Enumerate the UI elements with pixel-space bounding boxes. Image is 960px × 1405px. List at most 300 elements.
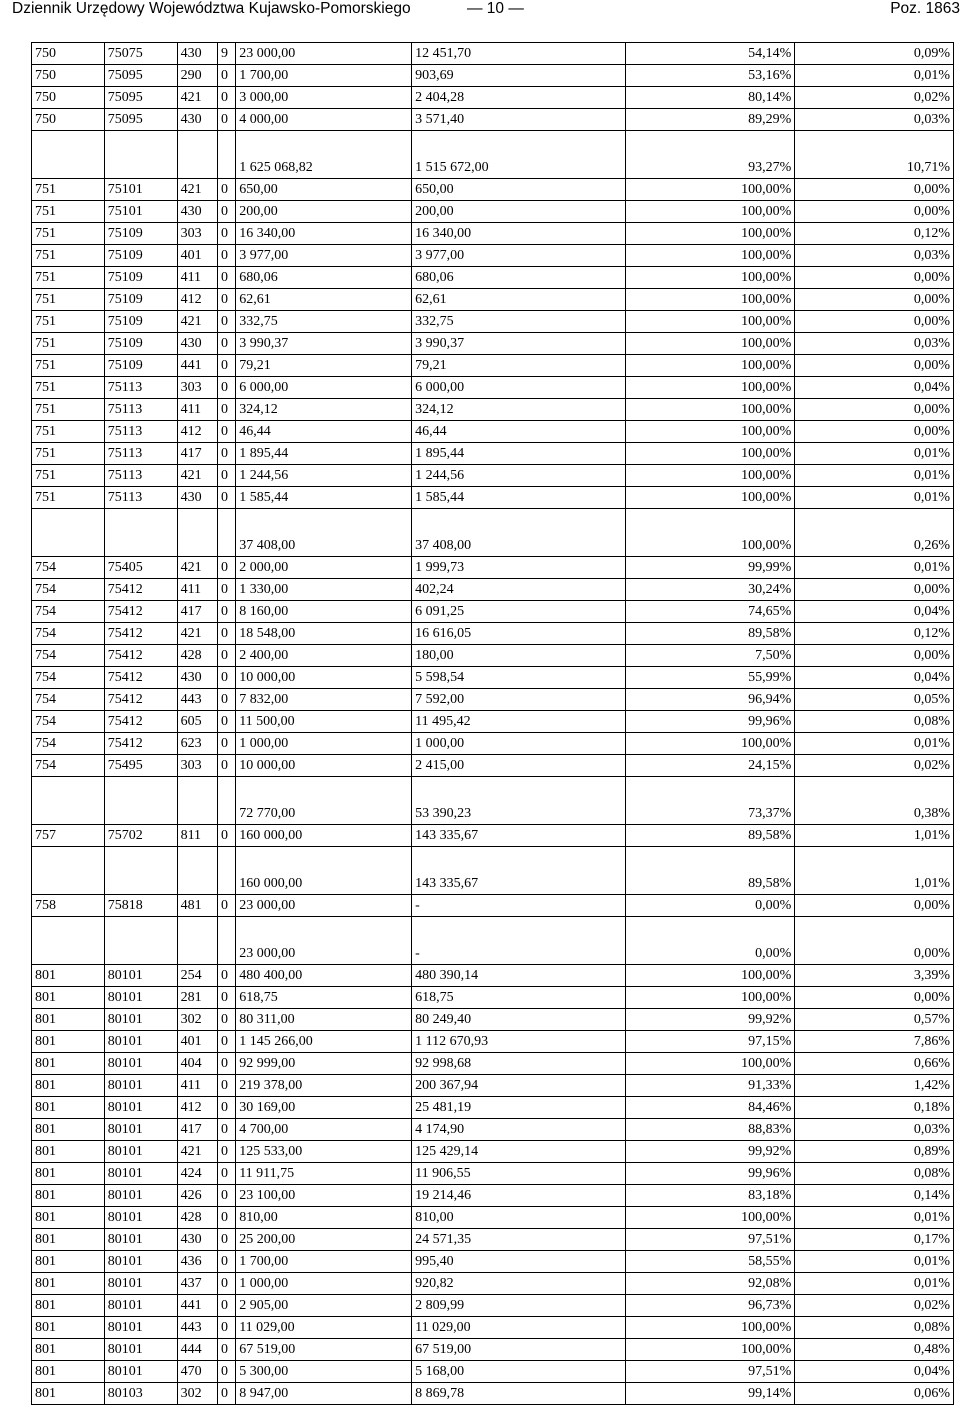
code-cell: 0: [218, 1273, 236, 1295]
table-row: [32, 201, 954, 223]
execution-percent-cell: 74,65%: [626, 601, 795, 623]
rozdzial-cell: 80101: [104, 987, 177, 1009]
execution-percent-cell: 100,00%: [626, 987, 795, 1009]
execution-amount-cell: 143 335,67: [412, 847, 626, 895]
paragraf-cell: 412: [177, 289, 217, 311]
subtotal-row: [32, 509, 954, 557]
execution-amount-cell: 3 977,00: [412, 245, 626, 267]
paragraf-cell: 430: [177, 333, 217, 355]
table-row: [32, 623, 954, 645]
dzial-cell: [32, 847, 105, 895]
dzial-cell: 801: [32, 1207, 105, 1229]
plan-amount-cell: 618,75: [236, 987, 412, 1009]
dzial-cell: 754: [32, 557, 105, 579]
execution-percent-cell: 80,14%: [626, 87, 795, 109]
rozdzial-cell: 75412: [104, 711, 177, 733]
paragraf-cell: 417: [177, 601, 217, 623]
rozdzial-cell: 75412: [104, 689, 177, 711]
execution-percent-cell: 96,73%: [626, 1295, 795, 1317]
structure-percent-cell: 0,66%: [795, 1053, 954, 1075]
table-row: [32, 755, 954, 777]
plan-amount-cell: 11 500,00: [236, 711, 412, 733]
table-row: [32, 987, 954, 1009]
rozdzial-cell: 80101: [104, 1273, 177, 1295]
dzial-cell: 751: [32, 421, 105, 443]
rozdzial-cell: 75412: [104, 733, 177, 755]
execution-percent-cell: 30,24%: [626, 579, 795, 601]
dzial-cell: 751: [32, 223, 105, 245]
rozdzial-cell: 80101: [104, 1163, 177, 1185]
plan-amount-cell: 650,00: [236, 179, 412, 201]
dzial-cell: 754: [32, 579, 105, 601]
plan-amount-cell: 219 378,00: [236, 1075, 412, 1097]
rozdzial-cell: 75405: [104, 557, 177, 579]
paragraf-cell: 428: [177, 1207, 217, 1229]
execution-percent-cell: 88,83%: [626, 1119, 795, 1141]
structure-percent-cell: 0,38%: [795, 777, 954, 825]
page-number: — 10 —: [467, 0, 524, 17]
table-row: [32, 399, 954, 421]
paragraf-cell: 303: [177, 377, 217, 399]
code-cell: 0: [218, 733, 236, 755]
dzial-cell: 750: [32, 109, 105, 131]
structure-percent-cell: 0,05%: [795, 689, 954, 711]
plan-amount-cell: 200,00: [236, 201, 412, 223]
page-header: [12, 0, 960, 24]
plan-amount-cell: 2 905,00: [236, 1295, 412, 1317]
table-row: [32, 487, 954, 509]
execution-amount-cell: 19 214,46: [412, 1185, 626, 1207]
plan-amount-cell: 480 400,00: [236, 965, 412, 987]
rozdzial-cell: 75095: [104, 65, 177, 87]
dzial-cell: 801: [32, 1053, 105, 1075]
paragraf-cell: [177, 777, 217, 825]
rozdzial-cell: 75412: [104, 579, 177, 601]
rozdzial-cell: 80101: [104, 1031, 177, 1053]
dzial-cell: 757: [32, 825, 105, 847]
execution-amount-cell: 3 990,37: [412, 333, 626, 355]
plan-amount-cell: 79,21: [236, 355, 412, 377]
table-row: [32, 895, 954, 917]
code-cell: 0: [218, 1097, 236, 1119]
paragraf-cell: 430: [177, 667, 217, 689]
execution-percent-cell: 92,08%: [626, 1273, 795, 1295]
paragraf-cell: 412: [177, 1097, 217, 1119]
plan-amount-cell: 23 100,00: [236, 1185, 412, 1207]
rozdzial-cell: 80101: [104, 1207, 177, 1229]
execution-amount-cell: 2 415,00: [412, 755, 626, 777]
structure-percent-cell: 0,09%: [795, 43, 954, 65]
table-row: [32, 333, 954, 355]
execution-amount-cell: 650,00: [412, 179, 626, 201]
code-cell: 0: [218, 1339, 236, 1361]
execution-amount-cell: 11 906,55: [412, 1163, 626, 1185]
dzial-cell: 801: [32, 1273, 105, 1295]
execution-amount-cell: -: [412, 917, 626, 965]
rozdzial-cell: 80101: [104, 1075, 177, 1097]
execution-amount-cell: 11 029,00: [412, 1317, 626, 1339]
structure-percent-cell: 0,18%: [795, 1097, 954, 1119]
dzial-cell: 754: [32, 733, 105, 755]
paragraf-cell: 421: [177, 87, 217, 109]
execution-percent-cell: 89,29%: [626, 109, 795, 131]
execution-percent-cell: 91,33%: [626, 1075, 795, 1097]
rozdzial-cell: 75109: [104, 355, 177, 377]
table-row: [32, 1075, 954, 1097]
structure-percent-cell: 0,01%: [795, 443, 954, 465]
plan-amount-cell: 3 000,00: [236, 87, 412, 109]
plan-amount-cell: 3 977,00: [236, 245, 412, 267]
paragraf-cell: 436: [177, 1251, 217, 1273]
structure-percent-cell: 0,04%: [795, 601, 954, 623]
structure-percent-cell: 0,12%: [795, 223, 954, 245]
dzial-cell: 751: [32, 289, 105, 311]
paragraf-cell: 412: [177, 421, 217, 443]
execution-percent-cell: 58,55%: [626, 1251, 795, 1273]
dzial-cell: 801: [32, 965, 105, 987]
table-row: [32, 87, 954, 109]
dzial-cell: 751: [32, 377, 105, 399]
rozdzial-cell: 80101: [104, 1339, 177, 1361]
rozdzial-cell: 75412: [104, 623, 177, 645]
structure-percent-cell: 0,00%: [795, 311, 954, 333]
paragraf-cell: 254: [177, 965, 217, 987]
plan-amount-cell: 10 000,00: [236, 667, 412, 689]
table-row: [32, 689, 954, 711]
code-cell: 0: [218, 487, 236, 509]
execution-percent-cell: 99,92%: [626, 1141, 795, 1163]
table-row: [32, 1141, 954, 1163]
rozdzial-cell: 75113: [104, 377, 177, 399]
dzial-cell: 751: [32, 267, 105, 289]
execution-amount-cell: 8 869,78: [412, 1383, 626, 1405]
plan-amount-cell: 67 519,00: [236, 1339, 412, 1361]
code-cell: 0: [218, 399, 236, 421]
structure-percent-cell: 0,08%: [795, 711, 954, 733]
paragraf-cell: 470: [177, 1361, 217, 1383]
table-row: [32, 421, 954, 443]
paragraf-cell: 441: [177, 355, 217, 377]
structure-percent-cell: 0,02%: [795, 1295, 954, 1317]
structure-percent-cell: 0,00%: [795, 987, 954, 1009]
paragraf-cell: 426: [177, 1185, 217, 1207]
table-row: [32, 1317, 954, 1339]
paragraf-cell: 302: [177, 1383, 217, 1405]
plan-amount-cell: 7 832,00: [236, 689, 412, 711]
code-cell: 0: [218, 333, 236, 355]
structure-percent-cell: 0,01%: [795, 65, 954, 87]
paragraf-cell: 401: [177, 245, 217, 267]
plan-amount-cell: 8 947,00: [236, 1383, 412, 1405]
execution-percent-cell: 100,00%: [626, 245, 795, 267]
rozdzial-cell: 75113: [104, 487, 177, 509]
plan-amount-cell: 16 340,00: [236, 223, 412, 245]
rozdzial-cell: 75109: [104, 311, 177, 333]
plan-amount-cell: 2 400,00: [236, 645, 412, 667]
code-cell: 0: [218, 1053, 236, 1075]
execution-percent-cell: 99,14%: [626, 1383, 795, 1405]
plan-amount-cell: 4 000,00: [236, 109, 412, 131]
plan-amount-cell: 160 000,00: [236, 825, 412, 847]
dzial-cell: 801: [32, 1185, 105, 1207]
execution-percent-cell: 100,00%: [626, 965, 795, 987]
dzial-cell: 751: [32, 443, 105, 465]
plan-amount-cell: 160 000,00: [236, 847, 412, 895]
plan-amount-cell: 810,00: [236, 1207, 412, 1229]
execution-amount-cell: 16 340,00: [412, 223, 626, 245]
code-cell: 0: [218, 645, 236, 667]
code-cell: 0: [218, 179, 236, 201]
structure-percent-cell: 0,01%: [795, 1207, 954, 1229]
table-row: [32, 1361, 954, 1383]
execution-amount-cell: 125 429,14: [412, 1141, 626, 1163]
dzial-cell: 801: [32, 1251, 105, 1273]
paragraf-cell: 411: [177, 267, 217, 289]
code-cell: 0: [218, 711, 236, 733]
code-cell: 0: [218, 1163, 236, 1185]
table-row: [32, 1053, 954, 1075]
table-row: [32, 109, 954, 131]
paragraf-cell: 421: [177, 557, 217, 579]
dzial-cell: 801: [32, 1075, 105, 1097]
execution-percent-cell: 89,58%: [626, 825, 795, 847]
plan-amount-cell: 1 700,00: [236, 65, 412, 87]
execution-percent-cell: 99,96%: [626, 1163, 795, 1185]
plan-amount-cell: 1 000,00: [236, 1273, 412, 1295]
execution-percent-cell: 96,94%: [626, 689, 795, 711]
code-cell: 0: [218, 223, 236, 245]
rozdzial-cell: 75412: [104, 645, 177, 667]
rozdzial-cell: 80101: [104, 1053, 177, 1075]
rozdzial-cell: 75702: [104, 825, 177, 847]
paragraf-cell: 430: [177, 1229, 217, 1251]
execution-amount-cell: 79,21: [412, 355, 626, 377]
dzial-cell: 751: [32, 245, 105, 267]
paragraf-cell: 421: [177, 465, 217, 487]
paragraf-cell: 411: [177, 399, 217, 421]
plan-amount-cell: 10 000,00: [236, 755, 412, 777]
dzial-cell: 751: [32, 333, 105, 355]
table-row: [32, 1295, 954, 1317]
dzial-cell: 801: [32, 1009, 105, 1031]
paragraf-cell: 430: [177, 43, 217, 65]
dzial-cell: 801: [32, 1317, 105, 1339]
code-cell: 0: [218, 1295, 236, 1317]
paragraf-cell: 411: [177, 579, 217, 601]
table-row: [32, 645, 954, 667]
code-cell: 0: [218, 601, 236, 623]
execution-percent-cell: 100,00%: [626, 443, 795, 465]
structure-percent-cell: 0,12%: [795, 623, 954, 645]
plan-amount-cell: 5 300,00: [236, 1361, 412, 1383]
position-number: Poz. 1863: [890, 0, 960, 17]
plan-amount-cell: 37 408,00: [236, 509, 412, 557]
table-row: [32, 1009, 954, 1031]
structure-percent-cell: 0,01%: [795, 487, 954, 509]
execution-percent-cell: 100,00%: [626, 509, 795, 557]
code-cell: 0: [218, 965, 236, 987]
plan-amount-cell: 1 330,00: [236, 579, 412, 601]
structure-percent-cell: 0,08%: [795, 1317, 954, 1339]
table-row: [32, 465, 954, 487]
structure-percent-cell: 0,08%: [795, 1163, 954, 1185]
dzial-cell: 801: [32, 1119, 105, 1141]
paragraf-cell: [177, 509, 217, 557]
execution-percent-cell: 100,00%: [626, 465, 795, 487]
paragraf-cell: 303: [177, 755, 217, 777]
execution-amount-cell: 1 515 672,00: [412, 131, 626, 179]
rozdzial-cell: 80103: [104, 1383, 177, 1405]
plan-amount-cell: 46,44: [236, 421, 412, 443]
execution-amount-cell: 920,82: [412, 1273, 626, 1295]
execution-percent-cell: 73,37%: [626, 777, 795, 825]
table-row: [32, 43, 954, 65]
execution-amount-cell: 1 585,44: [412, 487, 626, 509]
rozdzial-cell: 75113: [104, 399, 177, 421]
dzial-cell: [32, 131, 105, 179]
code-cell: 0: [218, 755, 236, 777]
structure-percent-cell: 0,00%: [795, 579, 954, 601]
structure-percent-cell: 0,00%: [795, 201, 954, 223]
execution-percent-cell: 89,58%: [626, 847, 795, 895]
execution-amount-cell: 3 571,40: [412, 109, 626, 131]
rozdzial-cell: 75109: [104, 289, 177, 311]
rozdzial-cell: [104, 509, 177, 557]
execution-amount-cell: 5 168,00: [412, 1361, 626, 1383]
rozdzial-cell: 75818: [104, 895, 177, 917]
dzial-cell: 750: [32, 43, 105, 65]
execution-amount-cell: 480 390,14: [412, 965, 626, 987]
code-cell: 0: [218, 895, 236, 917]
paragraf-cell: 443: [177, 689, 217, 711]
paragraf-cell: 421: [177, 311, 217, 333]
table-row: [32, 1031, 954, 1053]
execution-amount-cell: 143 335,67: [412, 825, 626, 847]
rozdzial-cell: 75109: [104, 333, 177, 355]
plan-amount-cell: 125 533,00: [236, 1141, 412, 1163]
structure-percent-cell: 1,01%: [795, 847, 954, 895]
table-row: [32, 733, 954, 755]
execution-amount-cell: 200,00: [412, 201, 626, 223]
plan-amount-cell: 680,06: [236, 267, 412, 289]
dzial-cell: 751: [32, 179, 105, 201]
execution-percent-cell: 100,00%: [626, 377, 795, 399]
structure-percent-cell: 0,04%: [795, 377, 954, 399]
structure-percent-cell: 0,00%: [795, 895, 954, 917]
plan-amount-cell: 23 000,00: [236, 917, 412, 965]
dzial-cell: 754: [32, 689, 105, 711]
plan-amount-cell: 2 000,00: [236, 557, 412, 579]
execution-percent-cell: 93,27%: [626, 131, 795, 179]
paragraf-cell: 421: [177, 1141, 217, 1163]
dzial-cell: 801: [32, 1295, 105, 1317]
plan-amount-cell: 11 911,75: [236, 1163, 412, 1185]
paragraf-cell: 430: [177, 201, 217, 223]
paragraf-cell: 421: [177, 179, 217, 201]
execution-percent-cell: 100,00%: [626, 267, 795, 289]
paragraf-cell: 417: [177, 443, 217, 465]
paragraf-cell: 430: [177, 109, 217, 131]
plan-amount-cell: 18 548,00: [236, 623, 412, 645]
structure-percent-cell: 0,03%: [795, 245, 954, 267]
structure-percent-cell: 0,00%: [795, 421, 954, 443]
structure-percent-cell: 0,06%: [795, 1383, 954, 1405]
paragraf-cell: 417: [177, 1119, 217, 1141]
code-cell: 0: [218, 579, 236, 601]
execution-percent-cell: 100,00%: [626, 1207, 795, 1229]
code-cell: 0: [218, 1031, 236, 1053]
plan-amount-cell: 1 000,00: [236, 733, 412, 755]
journal-title: Dziennik Urzędowy Województwa Kujawsko-Pomorskiego: [12, 0, 411, 17]
execution-percent-cell: 99,92%: [626, 1009, 795, 1031]
execution-percent-cell: 84,46%: [626, 1097, 795, 1119]
execution-amount-cell: 37 408,00: [412, 509, 626, 557]
structure-percent-cell: 0,01%: [795, 1273, 954, 1295]
dzial-cell: 801: [32, 987, 105, 1009]
code-cell: 0: [218, 311, 236, 333]
paragraf-cell: 302: [177, 1009, 217, 1031]
table-row: [32, 1185, 954, 1207]
execution-percent-cell: 83,18%: [626, 1185, 795, 1207]
execution-amount-cell: 402,24: [412, 579, 626, 601]
execution-amount-cell: 92 998,68: [412, 1053, 626, 1075]
execution-percent-cell: 24,15%: [626, 755, 795, 777]
plan-amount-cell: 1 244,56: [236, 465, 412, 487]
table-row: [32, 1119, 954, 1141]
execution-percent-cell: 100,00%: [626, 733, 795, 755]
code-cell: 9: [218, 43, 236, 65]
structure-percent-cell: 0,00%: [795, 399, 954, 421]
dzial-cell: 801: [32, 1163, 105, 1185]
subtotal-row: [32, 777, 954, 825]
code-cell: 0: [218, 377, 236, 399]
dzial-cell: 801: [32, 1361, 105, 1383]
code-cell: [218, 917, 236, 965]
structure-percent-cell: 1,01%: [795, 825, 954, 847]
table-row: [32, 965, 954, 987]
budget-table: [31, 42, 954, 1405]
code-cell: 0: [218, 267, 236, 289]
table-row: [32, 711, 954, 733]
execution-amount-cell: 25 481,19: [412, 1097, 626, 1119]
rozdzial-cell: 75113: [104, 465, 177, 487]
dzial-cell: 751: [32, 487, 105, 509]
paragraf-cell: 605: [177, 711, 217, 733]
dzial-cell: 750: [32, 65, 105, 87]
code-cell: 0: [218, 1229, 236, 1251]
structure-percent-cell: 0,14%: [795, 1185, 954, 1207]
execution-amount-cell: 11 495,42: [412, 711, 626, 733]
execution-percent-cell: 100,00%: [626, 223, 795, 245]
plan-amount-cell: 1 145 266,00: [236, 1031, 412, 1053]
code-cell: 0: [218, 1361, 236, 1383]
dzial-cell: 751: [32, 355, 105, 377]
plan-amount-cell: 324,12: [236, 399, 412, 421]
plan-amount-cell: 332,75: [236, 311, 412, 333]
rozdzial-cell: 75109: [104, 223, 177, 245]
execution-percent-cell: 89,58%: [626, 623, 795, 645]
paragraf-cell: 443: [177, 1317, 217, 1339]
table-row: [32, 1229, 954, 1251]
paragraf-cell: 481: [177, 895, 217, 917]
structure-percent-cell: 0,00%: [795, 917, 954, 965]
table-row: [32, 557, 954, 579]
plan-amount-cell: 23 000,00: [236, 895, 412, 917]
table-row: [32, 601, 954, 623]
structure-percent-cell: 0,00%: [795, 179, 954, 201]
execution-amount-cell: 1 895,44: [412, 443, 626, 465]
rozdzial-cell: 75075: [104, 43, 177, 65]
